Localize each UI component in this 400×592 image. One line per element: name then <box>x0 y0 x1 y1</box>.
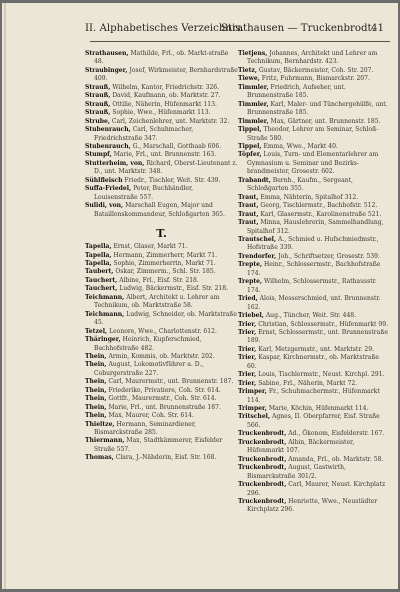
directory-entry <box>238 354 390 371</box>
entry-details: Louis, Tischlermstr., Neust. Kirchpl. 291. <box>258 371 385 379</box>
entry-name: Tetzel, <box>85 327 108 335</box>
directory-entry <box>238 312 390 320</box>
entry-name: Tapella, <box>85 251 112 259</box>
directory-entry <box>238 126 390 143</box>
entry-name: Sulidi, von, <box>85 202 124 210</box>
directory-entry <box>85 387 238 395</box>
entry-details: Albin, Bäckermeister, Hüfenmarkt 107. <box>247 438 355 455</box>
entry-details: Kaspar, Kirchnermstr., ob. Marktstraße 60. <box>247 354 379 370</box>
entry-name: Thein, <box>85 361 107 369</box>
entry-details: August, Gastwirth, Bismarckstraße 301/2. <box>247 464 346 480</box>
entry-details: Max, Maurer, Coh. Str. 614. <box>108 412 194 420</box>
directory-entry <box>85 328 238 336</box>
entry-name: Stubenrauch, <box>85 126 131 134</box>
entry-details: Aug., Tüncher, Weit. Str. 448. <box>265 312 357 320</box>
entry-details: Max, Stadtkämmerer, Eisfelder Straße 557. <box>94 437 223 453</box>
entry-name: Tauchert, <box>85 276 118 284</box>
entry-name: Tauchert, <box>85 285 118 293</box>
directory-entry <box>85 109 238 117</box>
directory-entry <box>85 185 238 202</box>
entry-name: Triebel, <box>238 312 264 320</box>
entry-name: Trendorfer, <box>238 252 277 260</box>
entry-details: Christian, Schlossermstr., Hüfenmarkt 99. <box>258 320 389 328</box>
directory-entry <box>238 464 390 481</box>
directory-entry <box>85 243 238 251</box>
entry-details: Oskar, Zimmerm., Schl. Str. 185. <box>115 268 216 276</box>
entry-name: Stutterheim, von, <box>85 159 145 167</box>
entry-details: Sophie, Zimmerherrin, Markt 71. <box>113 259 216 267</box>
entry-details: Mathilde, Frl., ob. Markt-straße 48. <box>94 50 229 66</box>
entry-details: Albine, Frl., Eisf. Str. 218. <box>119 276 199 284</box>
entry-name: Tritschel, <box>238 413 271 421</box>
letter-heading-t: T. <box>156 227 167 241</box>
directory-entry <box>238 329 390 346</box>
directory-entry <box>238 371 390 379</box>
directory-entry <box>238 75 390 83</box>
page-number: 41 <box>371 23 384 34</box>
entry-details: Friedrich, Aufseher, unt. Brunnenstraße 185. <box>247 83 346 100</box>
directory-entry <box>238 219 390 236</box>
entry-name: Tietjens, <box>238 50 268 57</box>
entry-details: Marie, Frl., unt. Brunnenstraße 187. <box>108 403 221 411</box>
entry-name: Strathausen, <box>85 50 129 57</box>
directory-entry <box>238 295 390 312</box>
entry-details: Ernst, Glaser, Markt 71. <box>113 243 188 251</box>
directory-entry <box>85 454 238 462</box>
directory-entry <box>85 294 238 311</box>
page-edge-shadow <box>4 3 6 589</box>
directory-entry <box>238 84 390 101</box>
entry-details: Alois, Messerschmied, unt. Brunnenstr. 162. <box>247 295 381 311</box>
entry-name: Tapella, <box>85 259 112 267</box>
directory-entry <box>85 285 238 293</box>
directory-entry <box>238 413 390 430</box>
directory-entry <box>85 311 238 328</box>
entry-name: Trabandt, <box>238 176 271 184</box>
entry-name: Truckenbrodt, <box>238 481 287 489</box>
entry-details: Emma, Wwe., Markt 40. <box>263 142 338 150</box>
entry-details: Bernh., Kaufm., Sergeant, Schloßgarten 355. <box>247 176 353 193</box>
directory-entry <box>238 498 390 515</box>
entry-details: A., Schmied u. Hufschmiedmstr., Hofstraße 339. <box>247 235 379 252</box>
entry-name: Trier, <box>238 345 257 353</box>
entry-name: Trepte, <box>238 261 263 269</box>
directory-entry <box>238 380 390 388</box>
directory-entry <box>85 252 238 260</box>
header-rule <box>90 41 390 42</box>
entry-name: Töpfer, <box>238 151 262 159</box>
entry-name: Tippel, <box>238 126 262 134</box>
directory-entry <box>85 437 238 454</box>
entry-name: Suffa-Friedel, <box>85 185 132 193</box>
entry-name: Tiewe, <box>238 75 260 83</box>
entry-details: Theodor, Lehrer am Seminar, Schloß-Straße 580. <box>247 126 379 142</box>
entry-name: Thomas, <box>85 454 114 462</box>
entry-details: Gustav, Bäckermeister, Coh. Str. 207. <box>258 66 374 74</box>
entry-details: Clara, J.-Nähderin, Eisf. Str. 168. <box>115 454 217 462</box>
entry-name: Trimper, <box>238 388 267 396</box>
entry-name: Thieltze, <box>85 420 115 428</box>
directory-entry <box>238 101 390 118</box>
entry-details: Agnes, II. Oberpfarrer, Eisf. Straße 566. <box>247 413 380 429</box>
directory-entry <box>85 277 238 285</box>
entry-details: Georg, Tischlermstr., Bachhofstr. 512. <box>260 202 378 210</box>
directory-entry <box>85 421 238 438</box>
entry-details: Minna, Hauslehrerin, Sammelhandlung, Spitalhof 312. <box>247 219 384 235</box>
entry-details: Wilhelm, Kantor, Friedrichstr. 326. <box>112 83 220 91</box>
directory-entry <box>238 439 390 456</box>
entry-details: Friedr., Tischler, Weit. Str. 439. <box>124 176 221 184</box>
directory-entry <box>238 430 390 438</box>
entry-name: Trier, <box>238 371 257 379</box>
entry-name: Thiermann, <box>85 437 125 445</box>
section-title: II. Alphabetisches Verzeichnis. <box>85 23 244 34</box>
entry-details: Ottilie, Näherin, Hüfenmarkt 113. <box>112 100 217 108</box>
entry-details: Heinrich, Kupferschmied, Bachhofstraße 482. <box>94 336 202 352</box>
directory-entry <box>85 177 238 185</box>
entry-name: Trier, <box>238 379 257 387</box>
entry-name: Truckenbrodt, <box>238 438 287 446</box>
entry-name: Stubenrauch, <box>85 142 131 150</box>
entry-details: Karl, Glasermstr., Karolinenstraße 521. <box>260 210 382 218</box>
entry-name: Straubinger, <box>85 66 128 74</box>
entry-details: Carl, Zeichenlehrer, unt. Marktstr. 32. <box>111 117 230 125</box>
directory-entry <box>85 126 238 143</box>
entry-name: Trimper, <box>238 405 267 413</box>
directory-entry <box>85 202 238 219</box>
entry-name: Traut, <box>238 193 259 201</box>
directory-entry <box>238 143 390 151</box>
entry-details: Ad., Ökonom, Eisfelderstr. 167. <box>288 430 385 438</box>
entry-name: Traut, <box>238 219 259 227</box>
entry-details: Johannes, Architekt und Lehrer am Technikum, Bernhardstr. 423. <box>247 50 378 66</box>
directory-entry <box>238 481 390 498</box>
entry-name: Thein, <box>85 386 107 394</box>
entry-name: Strauß, <box>85 109 111 117</box>
entry-name: Trier, <box>238 320 257 328</box>
entry-name: Stumpf, <box>85 151 112 159</box>
entry-details: Sabine, Frl., Näherin, Markt 72. <box>258 379 358 387</box>
entry-name: Strauß, <box>85 92 111 100</box>
entry-name: Tietz, <box>238 66 257 74</box>
entry-name: Thein, <box>85 352 107 360</box>
entry-details: Hermann, Seminardiener, Bismarckstraße 285. <box>94 420 196 437</box>
entry-details: Peter, Buchhändler, Louisenstraße 557. <box>94 185 194 201</box>
entry-details: Karl, Metzgermstr., unt. Marktstr. 29. <box>258 345 375 353</box>
entry-details: David, Kaufmann, ob. Marktstr. 27. <box>112 92 221 100</box>
running-title: Strathausen — Truckenbrodt. <box>221 23 375 34</box>
entry-details: Gottfr., Maurermstr., Coh. Str. 614. <box>108 395 217 403</box>
entry-name: Traut, <box>238 202 259 210</box>
entry-details: Carl, Maurermstr., unt. Brunnenstr. 187. <box>108 378 234 386</box>
directory-entry <box>85 395 238 403</box>
directory-entry <box>85 92 238 100</box>
directory-entry <box>238 151 390 176</box>
entry-name: Timmler, <box>238 100 269 108</box>
entry-details: Emma, Nähterin, Spitalhof 312. <box>260 193 359 201</box>
directory-entry <box>85 67 238 84</box>
entry-name: Sühlfleisch <box>85 176 123 184</box>
entry-details: Amanda, Frl., ob. Marktstr. 58. <box>288 455 384 463</box>
directory-entry <box>85 353 238 361</box>
directory-entry <box>238 236 390 253</box>
entry-details: Ludwig, Bäckermstr., Eisf. Str. 218. <box>119 285 229 293</box>
directory-entry <box>85 268 238 276</box>
entry-details: Heinr., Schlossermstr., Bachhofstraße 174. <box>247 261 381 277</box>
entry-details: Richard, Oberst-Lieutenant z. D., unt. Marktstr. 348. <box>94 159 238 176</box>
entry-name: Thein, <box>85 378 107 386</box>
entry-details: August, Lokomotivführer a. D., Coburgerstraße 227. <box>94 361 204 377</box>
left-column <box>85 50 238 463</box>
entry-details: Joh., Schriftsetzer, Grosestr. 539. <box>278 252 380 260</box>
entry-name: Thein, <box>85 395 107 403</box>
directory-entry <box>238 253 390 261</box>
entry-details: Louis, Turn- und Elementarlehrer am Gymnasium u. Seminar und Bezirks-brandmeister, Grosestr. 602. <box>247 151 379 176</box>
directory-entry <box>238 261 390 278</box>
entry-name: Taubert, <box>85 268 114 276</box>
directory-entry <box>238 194 390 202</box>
directory-entry <box>238 211 390 219</box>
entry-details: Albert, Architekt u. Lehrer am Technikum, ob. Marktstraße 58. <box>94 293 220 310</box>
directory-entry <box>238 388 390 405</box>
entry-details: Leonore, Wwe., Charlottenstr. 612. <box>109 327 217 335</box>
entry-details: Friederike, Privatiere, Coh. Str. 614. <box>108 386 221 394</box>
entry-name: Tried, <box>238 295 258 303</box>
entry-details: Marie, Köchin, Hüfenmarkt 114. <box>268 405 369 413</box>
entry-name: Trautschel, <box>238 235 277 243</box>
right-column <box>238 50 390 515</box>
entry-details: Carl, Schuhmacher, Friedrichstraße 347. <box>94 126 194 142</box>
directory-entry <box>238 177 390 194</box>
entry-name: Thein, <box>85 412 107 420</box>
entry-details: Max, Gärtner, unt. Brunnenstr. 185. <box>270 117 381 125</box>
directory-entry <box>85 118 238 126</box>
entry-name: Strube, <box>85 117 110 125</box>
directory-entry <box>85 378 238 386</box>
directory-entry <box>238 278 390 295</box>
entry-details: Ludwig, Schneider, ob. Marktstraße 45. <box>94 310 237 327</box>
right-entries <box>238 50 390 515</box>
entry-name: Truckenbrodt, <box>238 455 287 463</box>
entry-details: Ernst, Schlossermstr., unt. Brunnenstraße 189. <box>247 328 388 345</box>
directory-entry <box>85 404 238 412</box>
entry-details: Josef, Wirkmeister, Bernhardstraße 409. <box>94 66 238 83</box>
directory-entry <box>85 412 238 420</box>
entry-name: Strauß, <box>85 83 111 91</box>
entry-details: Fr., Schuhmachermstr., Hüfenmarkt 114. <box>247 388 380 404</box>
page-header <box>2 23 398 37</box>
directory-entry <box>85 260 238 268</box>
entry-details: G., Marschall, Gotthaab 606. <box>132 142 222 150</box>
directory-entry <box>85 361 238 378</box>
entry-details: Marschall Eugen, Major und Bataillonskommandeur, Schloßgarten 365. <box>94 202 225 218</box>
directory-entry <box>238 50 390 67</box>
entry-details: Hermann, Zimmerherr, Markt 71. <box>113 251 218 259</box>
entry-name: Traut, <box>238 210 259 218</box>
entry-name: Trepte, <box>238 278 263 286</box>
entry-name: Timmler, <box>238 117 269 125</box>
entry-name: Tapella, <box>85 243 112 251</box>
entry-name: Truckenbrodt, <box>238 464 287 472</box>
entry-details: Fritz, Fuhrmann, Bismarckstr. 207. <box>261 75 370 83</box>
entry-name: Truckenbrodt, <box>238 498 287 506</box>
entry-name: Timmler, <box>238 83 269 91</box>
entry-name: Thein, <box>85 403 107 411</box>
directory-entry <box>238 321 390 329</box>
entry-details: Sophie, Wwe., Hüfenmarkt 113. <box>112 109 211 117</box>
directory-entry <box>85 160 238 177</box>
directory-entry <box>238 346 390 354</box>
directory-entry <box>238 405 390 413</box>
directory-entry <box>238 118 390 126</box>
directory-entry <box>85 151 238 159</box>
entry-name: Thäringer, <box>85 336 121 344</box>
entry-details: Karl, Maler- und Tünchergehülfe, unt. Brunnenstraße 185. <box>247 100 388 117</box>
entry-name: Teichmann, <box>85 310 125 318</box>
left-entries-t <box>85 243 238 463</box>
entry-name: Trier, <box>238 354 257 362</box>
directory-entry <box>238 67 390 75</box>
entry-details: Carl, Maurer, Neust. Kirchplatz 296. <box>247 481 386 497</box>
directory-entry <box>238 202 390 210</box>
left-entries-s <box>85 50 238 219</box>
entry-details: Wilhelm, Schlossermstr., Rathausstr. 174. <box>247 278 377 294</box>
entry-name: Trier, <box>238 328 257 336</box>
directory-entry <box>85 101 238 109</box>
directory-entry <box>85 336 238 353</box>
directory-entry <box>238 456 390 464</box>
entry-details: Marie, Frl., unt. Brunnenstr. 163. <box>113 151 217 159</box>
entry-details: Armin, Kommis, ob. Marktstr. 202. <box>108 352 215 360</box>
entry-details: Henriette, Wwe., Neustädter Kirchplatz 296. <box>247 498 378 514</box>
entry-name: Teichmann, <box>85 293 125 301</box>
entry-name: Tippel, <box>238 142 262 150</box>
directory-entry <box>85 84 238 92</box>
directory-page <box>2 3 398 589</box>
entry-name: Strauß, <box>85 100 111 108</box>
entry-name: Truckenbrodt, <box>238 430 287 438</box>
directory-entry <box>85 50 238 67</box>
directory-entry <box>85 143 238 151</box>
